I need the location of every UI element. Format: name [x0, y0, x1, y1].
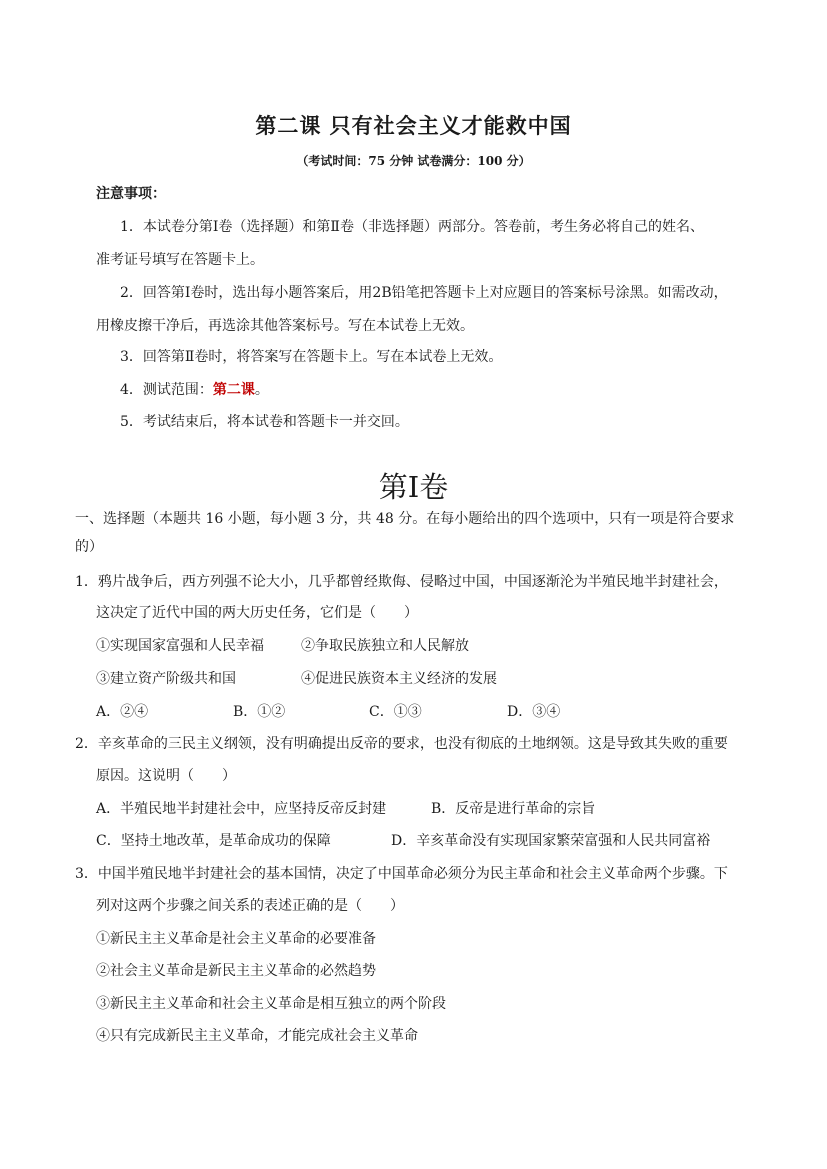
- q1-stem-line2: 这决定了近代中国的两大历史任务，它们是（ ）: [96, 605, 418, 621]
- q3-statement-3: ③新民主主义革命和社会主义革命是相互独立的两个阶段: [96, 996, 446, 1012]
- q3-stem-line2: 列对这两个步骤之间关系的表述正确的是（ ）: [96, 898, 404, 914]
- note-3: 3．回答第Ⅱ卷时，将答案写在答题卡上。写在本试卷上无效。: [120, 349, 503, 365]
- note-1-line1: 1．本试卷分第Ⅰ卷（选择题）和第Ⅱ卷（非选择题）两部分。答卷前，考生务必将自己的姓名、: [120, 219, 704, 235]
- q2-stem-line2: 原因。这说明（ ）: [96, 768, 236, 784]
- q2-option-b: B．反帝是进行革命的宗旨: [431, 801, 596, 817]
- note-4-prefix: 4．测试范围：: [120, 382, 213, 398]
- part-title: 第Ⅰ卷: [378, 472, 449, 504]
- q1-stem-line1: 1．鸦片战争后，西方列强不论大小，几乎都曾经欺侮、侵略过中国，中国逐渐沦为半殖民地半封建社会，: [75, 574, 728, 590]
- note-5: 5．考试结束后，将本试卷和答题卡一并交回。: [120, 414, 409, 430]
- q3-statement-1: ①新民主主义革命是社会主义革命的必要准备: [96, 931, 376, 947]
- note-4-suffix: 。: [254, 382, 269, 398]
- exam-title: 第二课 只有社会主义才能救中国: [255, 113, 572, 138]
- test-range: 第二课: [212, 382, 255, 398]
- q3-statement-4: ④只有完成新民主主义革命，才能完成社会主义革命: [96, 1028, 418, 1044]
- notes-heading: 注意事项：: [96, 186, 166, 202]
- q1-statement-2: ②争取民族独立和人民解放: [301, 638, 469, 654]
- note-4: [120, 379, 269, 399]
- q2-option-c: C．坚持土地改革，是革命成功的保障: [96, 833, 331, 849]
- q1-statement-3: ③建立资产阶级共和国: [96, 671, 236, 687]
- q3-statement-2: ②社会主义革命是新民主主义革命的必然趋势: [96, 963, 376, 979]
- exam-time-score: （考试时间：75 分钟 试卷满分：100 分）: [296, 154, 531, 168]
- note-2-line1: 2．回答第Ⅰ卷时，选出每小题答案后，用2B铅笔把答题卡上对应题目的答案标号涂黑。如需改动，: [120, 285, 728, 301]
- section-heading-line2: 的）: [75, 539, 103, 555]
- q3-stem-line1: 3．中国半殖民地半封建社会的基本国情，决定了中国革命必须分为民主革命和社会主义革命两个步骤。下: [75, 866, 728, 882]
- q1-option-d: D．③④: [507, 704, 561, 720]
- q1-option-a: A．②④: [96, 704, 149, 720]
- q1-option-c: C．①③: [369, 704, 422, 720]
- note-2-line2: 用橡皮擦干净后，再选涂其他答案标号。写在本试卷上无效。: [96, 318, 474, 334]
- q2-stem-line1: 2．辛亥革命的三民主义纲领，没有明确提出反帝的要求，也没有彻底的土地纲领。这是导致其失败的重要: [75, 736, 728, 752]
- q2-option-a: A．半殖民地半封建社会中，应坚持反帝反封建: [96, 801, 387, 817]
- q1-option-b: B．①②: [233, 704, 286, 720]
- q1-statement-1: ①实现国家富强和人民幸福: [96, 638, 264, 654]
- q1-statement-4: ④促进民族资本主义经济的发展: [301, 671, 497, 687]
- q2-option-d: D．辛亥革命没有实现国家繁荣富强和人民共同富裕: [391, 833, 711, 849]
- note-1-line2: 准考证号填写在答题卡上。: [96, 252, 264, 268]
- section-heading-line1: 一、选择题（本题共 16 小题，每小题 3 分，共 48 分。在每小题给出的四个选项中，只有一项是符合要求: [75, 511, 735, 527]
